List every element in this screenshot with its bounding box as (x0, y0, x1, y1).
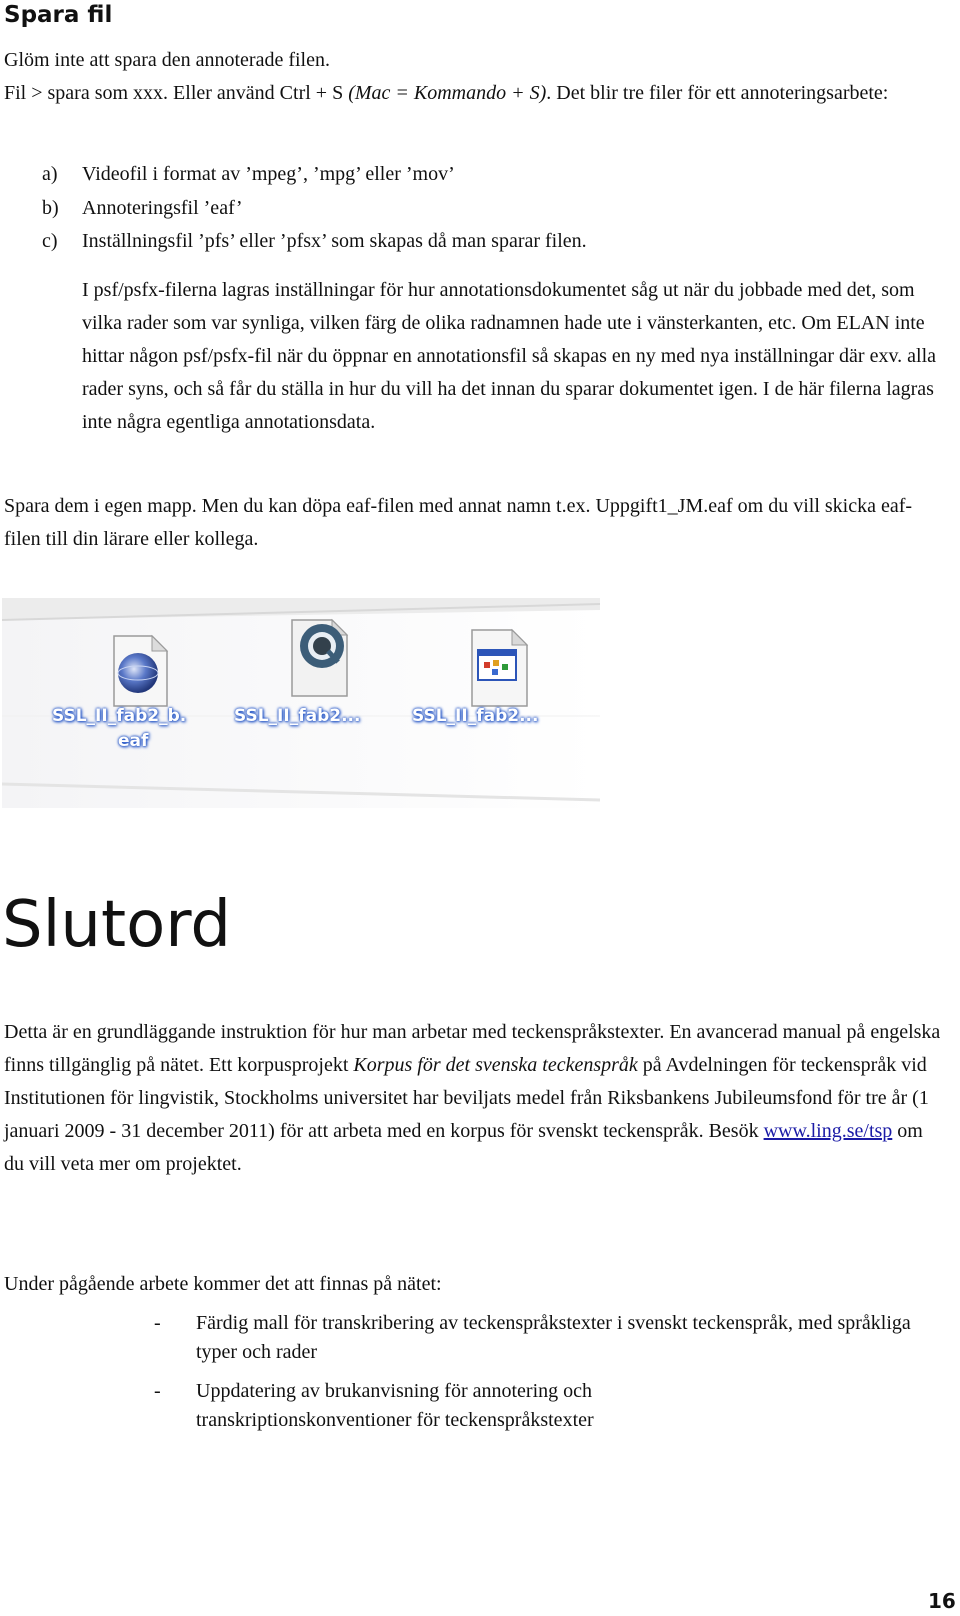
list-item (154, 1377, 944, 1435)
list-text: Inställningsfil ’pfs’ eller ’pfsx’ som skapas då man sparar filen. (82, 230, 587, 252)
intro-text-cont: . Det blir tre filer för ett annoteringsarbete: (546, 82, 889, 104)
psf-paragraph: I psf/psfx-filerna lagras inställningar för hur annotationsdokumentet såg ut när du jobbade med det, som vilka rader som var synliga, vilken färg de olika radnamnen hade ute i vänsterkanten, etc. Om ELAN inte hittar någon psf/psfx-fil när du öppnar en annotationsfil så skapas en ny med nya inställningar där exv. alla rader syns, och så får du ställa in hur du vill ha det innan du sparar dokumentet igen. I de här filerna lagras inte några egentliga annotationsdata. (82, 279, 937, 433)
list-item (4, 192, 944, 226)
save-paragraph: Spara dem i egen mapp. Men du kan döpa eaf-filen med annat namn t.ex. Uppgift1_JM.eaf om du vill skicka eaf-filen till din lärare eller kollega. (4, 495, 913, 550)
bullet-dash: - (154, 1380, 161, 1402)
list-text: Videofil i format av ’mpeg’, ’mpg’ eller ’mov’ (82, 163, 455, 185)
slutord-paragraph (4, 1016, 944, 1181)
intro-text: Fil > spara som xxx. Eller använd Ctrl + S (4, 82, 349, 104)
bullet-dash: - (154, 1312, 161, 1334)
file-label-extension: eaf (118, 731, 149, 751)
quicktime-file-icon[interactable] (292, 620, 347, 696)
section-title-spara-fil: Spara fil (4, 2, 113, 28)
section-title-slutord: Slutord (2, 888, 232, 962)
file-label[interactable]: SSL_II_fab2_b. (52, 706, 187, 726)
list-text: Annoteringsfil ’eaf’ (82, 196, 243, 219)
page-number: 16 (928, 1589, 956, 1613)
slutord-text: Detta är en grundläggande instruktion för hur man arbetar med teckenspråkstexter. En avancerad manual på engelska finns tillgänglig på nätet. Ett korpusprojekt (4, 1021, 941, 1076)
upcoming-heading: Under pågående arbete kommer det att finnas på nätet: (4, 1273, 442, 1295)
bullet-text: Färdig mall för transkribering av teckenspråkstexter i svenskt teckenspråk, med språkliga typer och rader (196, 1312, 911, 1363)
list-marker: c) (42, 230, 58, 252)
list-item (4, 225, 944, 259)
file-icons-screenshot (2, 598, 600, 808)
intro-mac-note: (Mac = Kommando + S) (348, 82, 547, 104)
bullet-text: Uppdatering av brukanvisning för annotering och transkriptionskonventioner för teckenspråkstexter (196, 1380, 594, 1431)
list-item (4, 158, 944, 192)
list-item (154, 1309, 944, 1367)
intro-paragraph (4, 44, 944, 110)
file-label[interactable]: SSL_II_fab2... (234, 706, 361, 726)
intro-line-2 (4, 77, 944, 110)
upcoming-list (154, 1309, 944, 1435)
slutord-text-cont: på Avdelningen för teckenspråk vid Institutionen för lingvistik, Stockholms universitet har beviljats medel från Riksbankens Jubileumsfond för tre år (1 januari 2009 - 31 december 2011) för att arbeta med en korpus för svenskt teckenspråk. Besök (4, 1054, 929, 1142)
intro-line-1: Glöm inte att spara den annoterade filen. (4, 49, 330, 71)
project-link[interactable]: www.ling.se/tsp (763, 1120, 893, 1142)
window-file-icon[interactable] (472, 630, 527, 706)
slutord-text-end: om du vill veta mer om projektet. (4, 1120, 923, 1175)
file-label[interactable]: SSL_II_fab2... (412, 706, 539, 726)
screenshot-background (2, 598, 600, 808)
list-marker: a) (42, 163, 58, 185)
globe-file-icon[interactable] (114, 636, 167, 706)
file-types-list (4, 158, 944, 259)
list-marker: b) (42, 196, 59, 219)
project-name: Korpus för det svenska teckenspråk (353, 1054, 638, 1076)
